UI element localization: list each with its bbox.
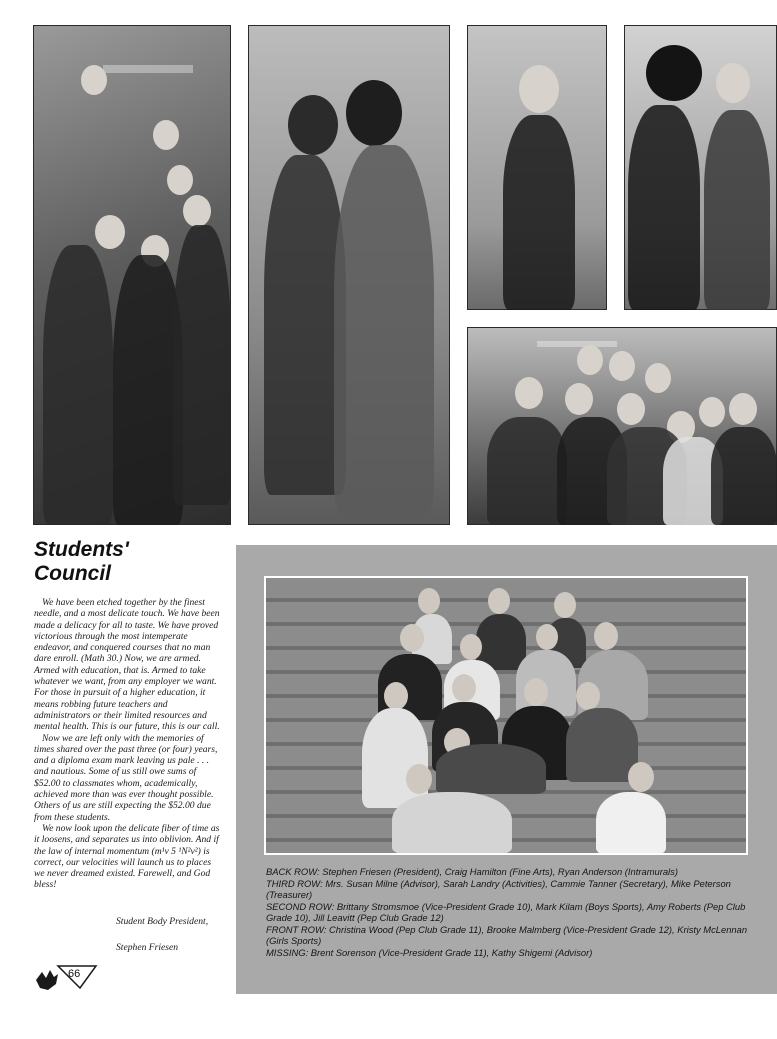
president-message <box>34 597 224 891</box>
section-title <box>34 538 129 586</box>
caption-third-row: THIRD ROW: Mrs. Susan Milne (Advisor), Sarah Landry (Activities), Cammie Tanner (Secretary), Mike Peterson (Treasurer) <box>266 877 731 900</box>
message-paragraph: We now look upon the delicate fiber of time as it loosens, and separates us into oblivion. And if the law of internal momentum (m¹v 5 ¹N²v²) is correct, our velocities will launch us to places we never dreamed existed. Farewell, and God bless! <box>34 822 220 891</box>
caption-missing: MISSING: Brent Sorenson (Vice-President Grade 11), Kathy Shigemi (Advisor) <box>266 946 593 958</box>
folio-emblem-icon <box>34 962 98 992</box>
section-title-line-1: Students' <box>34 538 129 561</box>
photo-costume-pair <box>624 25 777 310</box>
message-paragraph: Now we are left only with the memories of times shared over the past three (or four) years, and a diploma exam mark leaving us pale . . . and nautious. Some of us still owe sums of $52.00 to classmates whom, academically, achieved more than was ever thought possible. Others of us are still expecting the $52.00 due from these students. <box>34 732 218 823</box>
page-number: 66 <box>68 968 81 980</box>
photo-retro-pair <box>248 25 450 525</box>
caption-back-row: BACK ROW: Stephen Friesen (President), Craig Hamilton (Fine Arts), Ryan Anderson (Intramurals) <box>266 866 678 877</box>
group-photo-caption <box>266 866 752 958</box>
message-paragraph: We have been etched together by the finest needle, and a most delicate touch. We have been made a delicacy for all to taste. We have proved victorious through the most intemperate endeavor, and conquered courses that no man dare enroll. (Math 30.) Now, we are armed. Armed with education, that is. Armed to take whatever we want, from any employer we want. For those in pursuit of a higher education, it means robbing future teachers and administrators or their limited resources and mental health. This is our future, this is our call. <box>34 597 220 733</box>
council-group-photo <box>264 576 748 855</box>
signature-name: Stephen Friesen <box>116 942 179 953</box>
photo-group-hallway <box>467 327 777 525</box>
section-title-line-2: Council <box>34 562 111 585</box>
photo-hallway-girl <box>467 25 607 310</box>
caption-second-row: SECOND ROW: Brittany Stromsmoe (Vice-President Grade 10), Mark Kilam (Boys Sports), Amy Roberts (Pep Club Grade 10), Jill Leavitt (Pep Club Grade 12) <box>266 900 746 923</box>
photo-stairway-group <box>33 25 231 525</box>
page-folio <box>34 962 98 992</box>
signature-role: Student Body President, <box>116 916 209 927</box>
caption-front-row: FRONT ROW: Christina Wood (Pep Club Grade 11), Brooke Malmberg (Vice-President Grade 12), Kristy McLennan (Girls Sports) <box>266 923 748 946</box>
